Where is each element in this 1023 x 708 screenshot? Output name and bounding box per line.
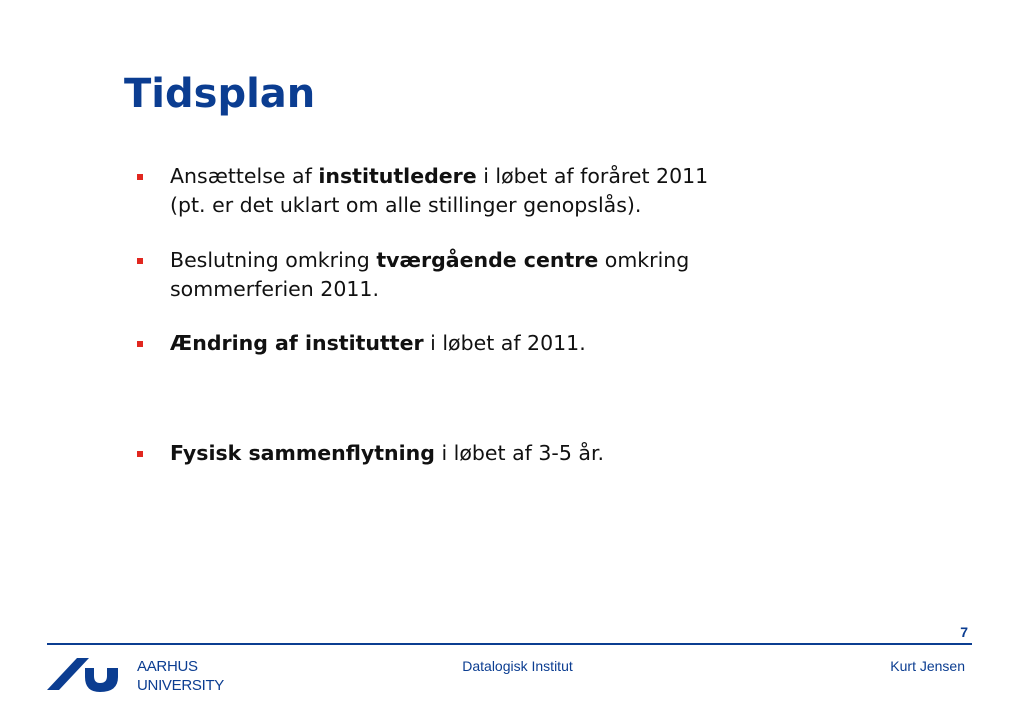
bullet-text-bold: Fysisk sammenflytning xyxy=(170,441,435,465)
bullet-marker-icon xyxy=(137,174,143,180)
bullet-text-bold: tværgående centre xyxy=(376,248,599,272)
slide-title: Tidsplan xyxy=(124,71,316,117)
page-number: 7 xyxy=(960,624,968,640)
bullet-text-part: i løbet af 2011. xyxy=(423,331,586,355)
logo-line-2: UNIVERSITY xyxy=(137,677,225,694)
bullet-text-bold: institutledere xyxy=(318,164,477,188)
bullet-text-part: i løbet af foråret 2011 xyxy=(476,164,709,188)
aarhus-university-logo-icon xyxy=(47,652,123,696)
bullet-marker-icon xyxy=(137,341,143,347)
bullet-text xyxy=(170,439,830,468)
bullet-text xyxy=(170,246,830,304)
bullet-text xyxy=(170,162,830,220)
bullet-text-part: Beslutning omkring xyxy=(170,248,377,272)
footer-author: Kurt Jensen xyxy=(890,658,965,674)
logo-line-1: AARHUS xyxy=(137,658,198,675)
bullet-marker-icon xyxy=(137,451,143,457)
bullet-text-part: i løbet af 3-5 år. xyxy=(434,441,605,465)
footer-department: Datalogisk Institut xyxy=(462,658,573,674)
bullet-text-part: omkring xyxy=(598,248,690,272)
footer-divider xyxy=(47,643,972,645)
bullet-text-bold: Ændring af institutter xyxy=(170,331,424,355)
bullet-text-part: Ansættelse af xyxy=(170,164,319,188)
bullet-text-line2: (pt. er det uklart om alle stillinger genopslås). xyxy=(170,193,642,217)
bullet-text xyxy=(170,329,830,358)
logo-wordmark xyxy=(137,657,224,695)
bullet-marker-icon xyxy=(137,258,143,264)
bullet-text-line2: sommerferien 2011. xyxy=(170,277,379,301)
